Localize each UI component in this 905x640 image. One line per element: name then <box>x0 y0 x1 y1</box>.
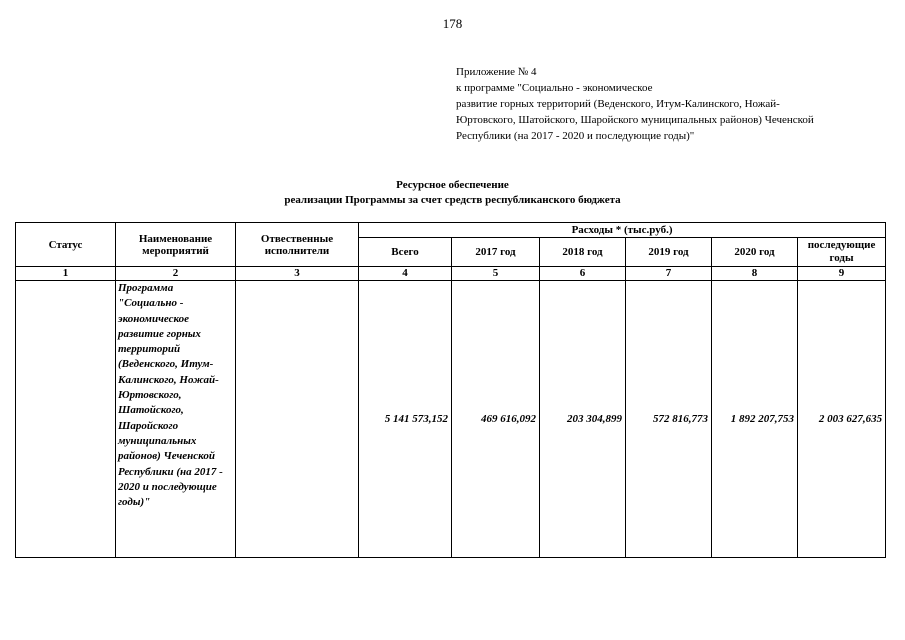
page-number: 178 <box>442 16 463 31</box>
cell-2018: 203 304,899 <box>540 281 626 558</box>
cell-program-name: Программа "Социально - экономическое развитие горных территорий (Веденского, Итум-Калинского, Ножай-Юртовского, Шатойского, Шаройского муниципальных районов) Чеченской Республики (на 2017 - 2020 и последующие годы)" <box>116 281 236 558</box>
column-number: 7 <box>626 267 712 281</box>
document-title-line-1: Ресурсное обеспечение <box>396 179 509 191</box>
cell-total: 5 141 573,152 <box>359 281 452 558</box>
header-2019: 2019 год <box>626 238 712 267</box>
column-number: 9 <box>798 267 886 281</box>
cell-2019: 572 816,773 <box>626 281 712 558</box>
header-expenses: Расходы * (тыс.руб.) <box>359 223 886 238</box>
column-number: 2 <box>116 267 236 281</box>
appendix-line: Приложение № 4 <box>456 66 537 78</box>
column-number-row <box>16 267 886 281</box>
column-number: 6 <box>540 267 626 281</box>
appendix-line: Республики (на 2017 - 2020 и последующие годы)" <box>456 130 695 142</box>
column-number: 4 <box>359 267 452 281</box>
column-number: 1 <box>16 267 116 281</box>
cell-executors <box>236 281 359 558</box>
column-number: 5 <box>452 267 540 281</box>
column-number: 3 <box>236 267 359 281</box>
header-2017: 2017 год <box>452 238 540 267</box>
header-name: Наименование мероприятий <box>116 223 236 267</box>
appendix-note <box>456 64 896 144</box>
appendix-line: развитие горных территорий (Веденского, Итум-Калинского, Ножай- <box>456 98 780 110</box>
appendix-line: Юртовского, Шатойского, Шаройского муниципальных районов) Чеченской <box>456 114 814 126</box>
cell-2017: 469 616,092 <box>452 281 540 558</box>
header-executors: Отвественные исполнители <box>236 223 359 267</box>
document-title <box>0 178 905 208</box>
cell-2020: 1 892 207,753 <box>712 281 798 558</box>
cell-subsequent: 2 003 627,635 <box>798 281 886 558</box>
header-total: Всего <box>359 238 452 267</box>
table-row <box>16 281 886 558</box>
appendix-line: к программе "Социально - экономическое <box>456 82 653 94</box>
column-number: 8 <box>712 267 798 281</box>
header-subsequent: последующие годы <box>798 238 886 267</box>
header-2020: 2020 год <box>712 238 798 267</box>
header-2018: 2018 год <box>540 238 626 267</box>
header-status: Статус <box>16 223 116 267</box>
resource-table <box>15 222 886 558</box>
document-title-line-2: реализации Программы за счет средств республиканского бюджета <box>284 194 621 206</box>
cell-status <box>16 281 116 558</box>
